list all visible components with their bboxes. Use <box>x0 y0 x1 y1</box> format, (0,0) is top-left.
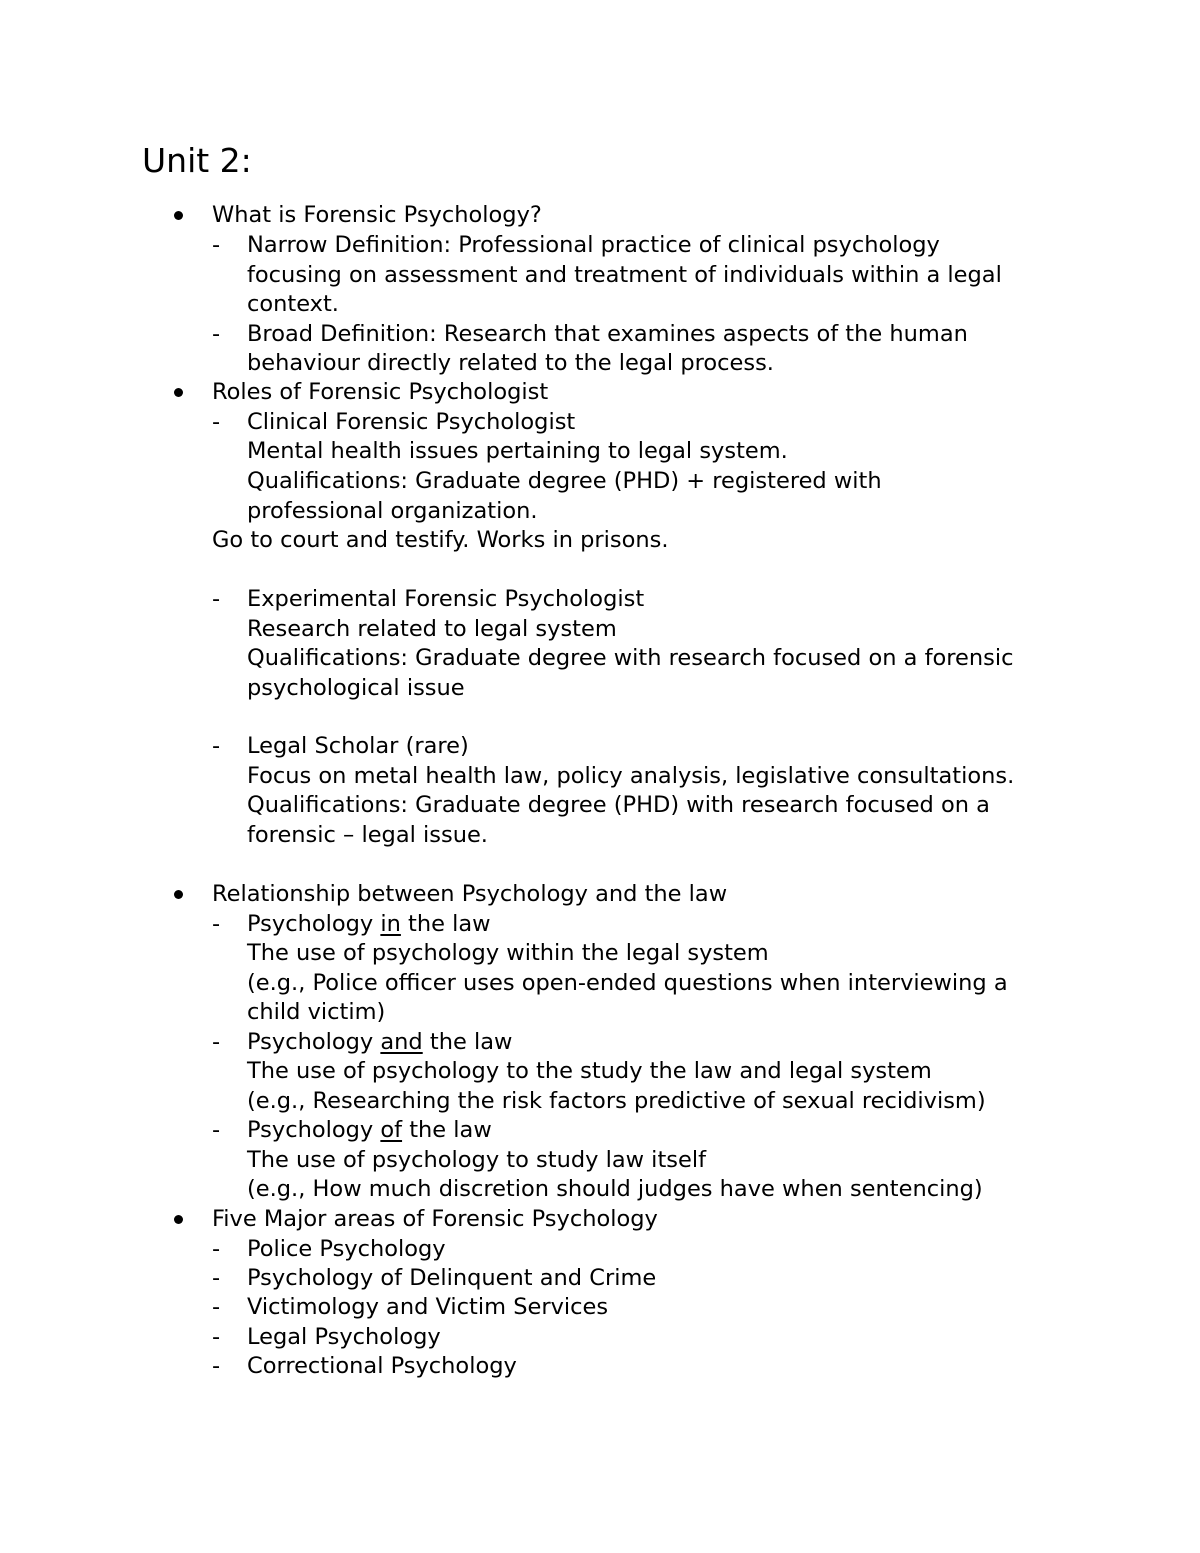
experimental-line: Qualifications: Graduate degree with research focused on a forensic <box>247 645 1014 671</box>
scholar-line: forensic – legal issue. <box>247 822 488 848</box>
dash-marker: - <box>212 1265 221 1291</box>
of-law-line: (e.g., How much discretion should judges have when sentencing) <box>247 1176 983 1202</box>
dash-marker: - <box>212 1353 221 1379</box>
experimental-line: psychological issue <box>247 675 465 701</box>
narrow-def-line: Narrow Definition: Professional practice of clinical psychology <box>247 232 940 258</box>
title-pre: Psychology <box>247 1117 381 1143</box>
title-emphasis: and <box>380 1029 423 1055</box>
title-post: the law <box>402 1117 492 1143</box>
dash-marker: - <box>212 1324 221 1350</box>
dash-marker: - <box>212 1029 221 1055</box>
dash-marker: - <box>212 1294 221 1320</box>
heading-forensic: What is Forensic Psychology? <box>212 202 542 228</box>
experimental-line: Research related to legal system <box>247 616 617 642</box>
psychology-and-law-title <box>247 1027 512 1057</box>
scholar-line: Qualifications: Graduate degree (PHD) with research focused on a <box>247 792 990 818</box>
clinical-line: Mental health issues pertaining to legal system. <box>247 438 788 464</box>
heading-relationship: Relationship between Psychology and the law <box>212 881 728 907</box>
dash-marker: - <box>212 911 221 937</box>
narrow-def-line: context. <box>247 291 339 317</box>
heading-areas: Five Major areas of Forensic Psychology <box>212 1206 658 1232</box>
narrow-def-line: focusing on assessment and treatment of individuals within a legal <box>247 262 1002 288</box>
title-pre: Psychology <box>247 911 381 937</box>
dash-marker: - <box>212 1117 221 1143</box>
in-law-line: (e.g., Police officer uses open-ended questions when interviewing a <box>247 970 1008 996</box>
area-item: Psychology of Delinquent and Crime <box>247 1265 657 1291</box>
bullet-icon <box>172 200 186 230</box>
clinical-line: Clinical Forensic Psychologist <box>247 409 576 435</box>
area-item: Victimology and Victim Services <box>247 1294 609 1320</box>
title-emphasis: in <box>380 911 401 937</box>
broad-def-line: Broad Definition: Research that examines aspects of the human <box>247 321 968 347</box>
scholar-line: Legal Scholar (rare) <box>247 733 469 759</box>
dash-marker: - <box>212 409 221 435</box>
dash-marker: - <box>212 586 221 612</box>
title-emphasis: of <box>380 1117 403 1143</box>
dash-marker: - <box>212 733 221 759</box>
heading-roles: Roles of Forensic Psychologist <box>212 379 549 405</box>
of-law-line: The use of psychology to study law itself <box>247 1147 706 1173</box>
area-item: Correctional Psychology <box>247 1353 517 1379</box>
dash-marker: - <box>212 1236 221 1262</box>
clinical-line: professional organization. <box>247 498 538 524</box>
clinical-line: Qualifications: Graduate degree (PHD) + registered with <box>247 468 882 494</box>
bullet-icon <box>172 1204 186 1234</box>
title-post: the law <box>422 1029 513 1055</box>
psychology-in-law-title <box>247 909 491 939</box>
and-law-line: (e.g., Researching the risk factors predictive of sexual recidivism) <box>247 1088 986 1114</box>
title-post: the law <box>400 911 491 937</box>
experimental-line: Experimental Forensic Psychologist <box>247 586 645 612</box>
dash-marker: - <box>212 232 221 258</box>
in-law-line: child victim) <box>247 999 386 1025</box>
area-item: Legal Psychology <box>247 1324 441 1350</box>
page-title: Unit 2: <box>142 141 252 180</box>
psychology-of-law-title <box>247 1115 492 1145</box>
title-pre: Psychology <box>247 1029 381 1055</box>
area-item: Police Psychology <box>247 1236 446 1262</box>
in-law-line: The use of psychology within the legal system <box>247 940 769 966</box>
and-law-line: The use of psychology to the study the law and legal system <box>247 1058 932 1084</box>
bullet-icon <box>172 377 186 407</box>
clinical-note: Go to court and testify. Works in prisons. <box>212 527 669 553</box>
scholar-line: Focus on metal health law, policy analysis, legislative consultations. <box>247 763 1015 789</box>
dash-marker: - <box>212 321 221 347</box>
bullet-icon <box>172 879 186 909</box>
broad-def-line: behaviour directly related to the legal process. <box>247 350 774 376</box>
